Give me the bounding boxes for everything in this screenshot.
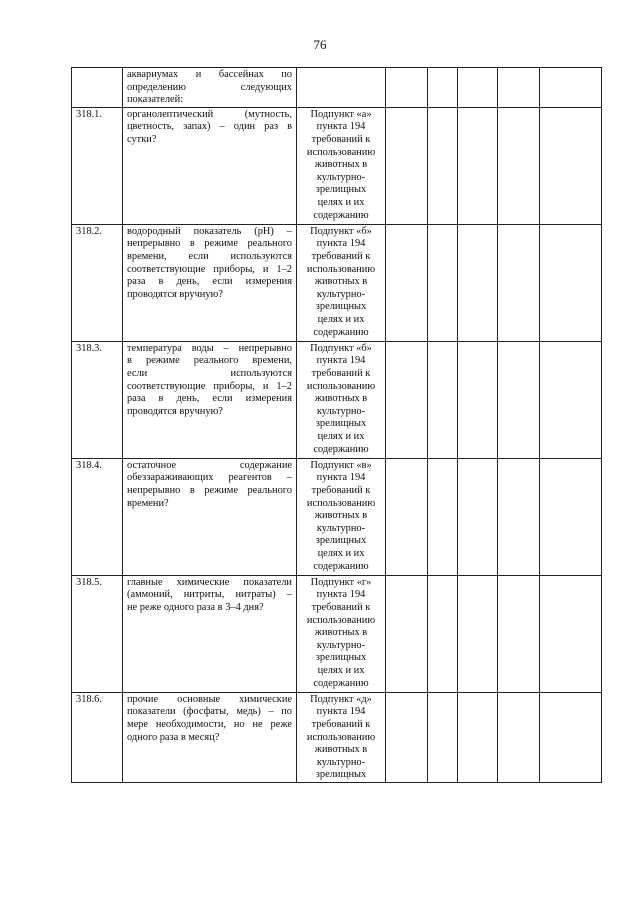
question-line: мере необходимости, но не реже <box>127 718 292 730</box>
reference-line: содержанию <box>313 326 369 338</box>
reference-line: использованию <box>306 731 376 743</box>
notes-cell <box>540 692 602 782</box>
question-line: если используются <box>127 367 292 379</box>
question-text <box>123 575 297 692</box>
question-text <box>123 692 297 782</box>
answer-yes-cell <box>386 224 428 341</box>
question-line: не реже одного раза в 3–4 дня? <box>127 601 264 613</box>
reference-line: содержанию <box>313 209 369 221</box>
question-text <box>123 341 297 458</box>
reference-line: целях и их <box>317 196 365 208</box>
checklist-body <box>72 68 602 783</box>
reference-line: содержанию <box>313 443 369 455</box>
answer-yes-cell <box>386 575 428 692</box>
reference-line: содержанию <box>313 677 369 689</box>
answer-yes-cell <box>386 692 428 782</box>
question-line: показателей: <box>127 94 184 106</box>
reference-line: зрелищных <box>315 184 367 196</box>
reference-line: пункта 194 <box>316 472 366 484</box>
reference-line: целях и их <box>317 547 365 559</box>
table-row <box>72 692 602 782</box>
answer-extra-cell <box>498 458 540 575</box>
reference-line: целях и их <box>317 430 365 442</box>
reference-line: культурно- <box>316 288 366 300</box>
answer-yes-cell <box>386 341 428 458</box>
table-row <box>72 107 602 224</box>
reference-line: Подпункт «в» <box>310 459 372 471</box>
requirement-reference <box>297 224 386 341</box>
reference-line: животных в <box>314 510 368 522</box>
question-line: времени? <box>127 497 169 509</box>
question-line: сутки? <box>127 133 157 145</box>
answer-extra-cell <box>498 107 540 224</box>
question-line: водородный показатель (рН) – <box>127 225 292 237</box>
reference-line: использованию <box>306 497 376 509</box>
table-row <box>72 458 602 575</box>
reference-line: пункта 194 <box>316 589 366 601</box>
item-number: 318.3. <box>72 341 123 458</box>
table-row <box>72 224 602 341</box>
reference-line: пункта 194 <box>316 355 366 367</box>
question-line: соответствующие приборы, и 1–2 <box>127 380 292 392</box>
answer-yes-cell <box>386 458 428 575</box>
question-line: показатели (фосфаты, медь) – по <box>127 706 292 718</box>
reference-line: требований к <box>311 250 371 262</box>
item-number: 318.4. <box>72 458 123 575</box>
answer-na-cell <box>458 68 498 108</box>
question-text <box>123 107 297 224</box>
reference-line: зрелищных <box>315 535 367 547</box>
question-line: непрерывно в режиме реального <box>127 238 292 250</box>
reference-line: использованию <box>306 380 376 392</box>
answer-extra-cell <box>498 575 540 692</box>
table-row <box>72 575 602 692</box>
question-line: одного раза в месяц? <box>127 731 220 743</box>
reference-line: животных в <box>314 393 368 405</box>
requirement-reference <box>297 107 386 224</box>
item-number: 318.2. <box>72 224 123 341</box>
item-number: 318.5. <box>72 575 123 692</box>
requirement-reference <box>297 68 386 108</box>
question-line: времени, если используются <box>127 250 292 262</box>
answer-no-cell <box>428 575 458 692</box>
question-line: остаточное содержание <box>127 459 292 471</box>
question-line: обеззараживающих реагентов – <box>127 472 292 484</box>
reference-line: требований к <box>311 133 371 145</box>
reference-line: зрелищных <box>315 769 367 781</box>
reference-line: Подпункт «б» <box>310 342 372 354</box>
answer-no-cell <box>428 458 458 575</box>
page-number: 76 <box>313 37 327 52</box>
question-line: проводятся вручную? <box>127 288 223 300</box>
reference-line: Подпункт «а» <box>310 108 372 120</box>
reference-line: Подпункт «б» <box>310 225 372 237</box>
reference-line: культурно- <box>316 522 366 534</box>
answer-no-cell <box>428 692 458 782</box>
notes-cell <box>540 107 602 224</box>
answer-na-cell <box>458 341 498 458</box>
answer-extra-cell <box>498 341 540 458</box>
reference-line: зрелищных <box>315 418 367 430</box>
question-line: органолептический (мутность, <box>127 108 292 120</box>
question-text <box>123 68 297 108</box>
question-line: раза в день, если измерения <box>127 393 292 405</box>
question-text <box>123 224 297 341</box>
question-line: соответствующие приборы, и 1–2 <box>127 263 292 275</box>
question-line: непрерывно в режиме реального <box>127 484 292 496</box>
question-line: проводятся вручную? <box>127 405 223 417</box>
answer-no-cell <box>428 68 458 108</box>
table-row-continuation <box>72 68 602 108</box>
question-line: аквариумах и бассейнах по <box>127 69 292 80</box>
answer-yes-cell <box>386 107 428 224</box>
answer-na-cell <box>458 458 498 575</box>
question-line: прочие основные химические <box>127 693 292 705</box>
requirement-reference <box>297 341 386 458</box>
reference-line: зрелищных <box>315 652 367 664</box>
reference-line: культурно- <box>316 405 366 417</box>
answer-yes-cell <box>386 68 428 108</box>
reference-line: Подпункт «д» <box>310 693 372 705</box>
requirement-reference <box>297 575 386 692</box>
reference-line: Подпункт «г» <box>310 576 372 588</box>
answer-no-cell <box>428 224 458 341</box>
question-line: температура воды – непрерывно <box>127 342 292 354</box>
reference-line: животных в <box>314 159 368 171</box>
reference-line: пункта 194 <box>316 121 366 133</box>
reference-line: требований к <box>311 367 371 379</box>
notes-cell <box>540 341 602 458</box>
reference-line: требований к <box>311 601 371 613</box>
question-line: (аммоний, нитриты, нитраты) – <box>127 589 292 601</box>
table-row <box>72 341 602 458</box>
reference-line: пункта 194 <box>316 238 366 250</box>
reference-line: требований к <box>311 484 371 496</box>
answer-na-cell <box>458 107 498 224</box>
answer-extra-cell <box>498 692 540 782</box>
answer-na-cell <box>458 692 498 782</box>
reference-line: использованию <box>306 146 376 158</box>
notes-cell <box>540 458 602 575</box>
reference-line: пункта 194 <box>316 706 366 718</box>
reference-line: использованию <box>306 614 376 626</box>
answer-no-cell <box>428 341 458 458</box>
item-number <box>72 68 123 108</box>
question-line: раза в день, если измерения <box>127 276 292 288</box>
answer-extra-cell <box>498 68 540 108</box>
item-number: 318.1. <box>72 107 123 224</box>
reference-line: животных в <box>314 744 368 756</box>
answer-no-cell <box>428 107 458 224</box>
reference-line: целях и их <box>317 313 365 325</box>
reference-line: животных в <box>314 276 368 288</box>
checklist-table <box>71 67 602 783</box>
reference-line: целях и их <box>317 664 365 676</box>
reference-line: культурно- <box>316 756 366 768</box>
reference-line: культурно- <box>316 171 366 183</box>
answer-na-cell <box>458 575 498 692</box>
question-line: цветность, запах) – один раз в <box>127 121 292 133</box>
reference-line: зрелищных <box>315 301 367 313</box>
requirement-reference <box>297 692 386 782</box>
reference-line: использованию <box>306 263 376 275</box>
notes-cell <box>540 224 602 341</box>
question-line: главные химические показатели <box>127 576 292 588</box>
item-number: 318.6. <box>72 692 123 782</box>
reference-line: требований к <box>311 718 371 730</box>
reference-line: культурно- <box>316 639 366 651</box>
reference-line: животных в <box>314 627 368 639</box>
notes-cell <box>540 575 602 692</box>
question-text <box>123 458 297 575</box>
answer-extra-cell <box>498 224 540 341</box>
requirement-reference <box>297 458 386 575</box>
reference-line: содержанию <box>313 560 369 572</box>
question-line: в режиме реального времени, <box>127 355 292 367</box>
answer-na-cell <box>458 224 498 341</box>
notes-cell <box>540 68 602 108</box>
question-line: определению следующих <box>127 81 292 93</box>
